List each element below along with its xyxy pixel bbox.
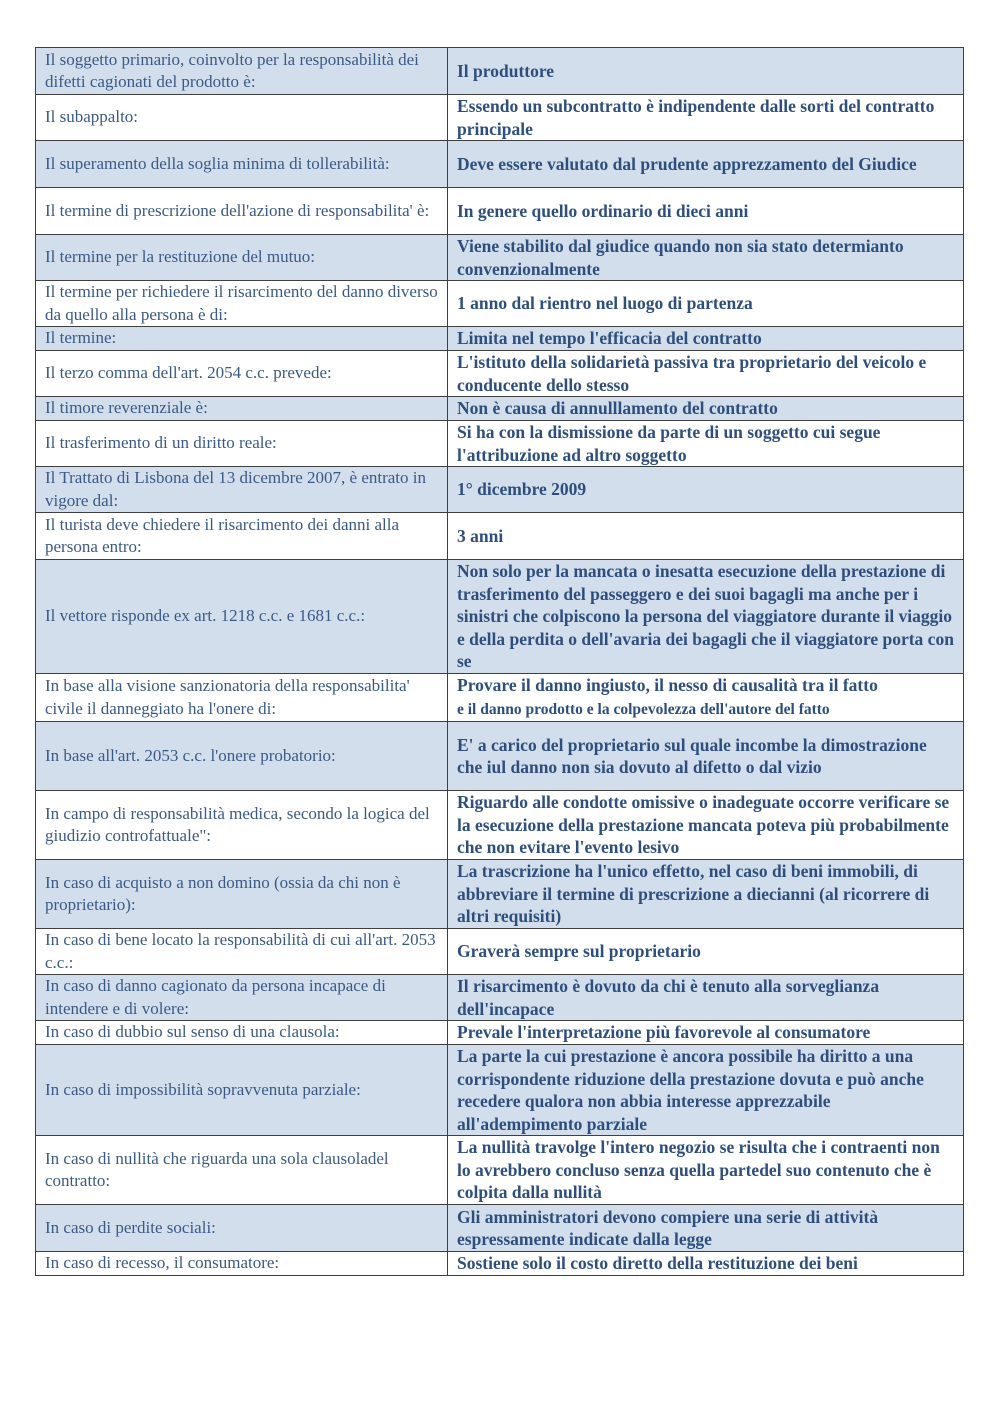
table-row: [36, 674, 964, 722]
question-cell: Il vettore risponde ex art. 1218 c.c. e 1681 c.c.:: [36, 560, 448, 674]
answer-line: Provare il danno ingiusto, il nesso di causalità tra il fatto: [457, 675, 878, 695]
table-row: [36, 188, 964, 235]
table-row: [36, 421, 964, 467]
answer-cell: Viene stabilito dal giudice quando non sia stato determianto convenzionalmente: [448, 235, 964, 281]
answer-cell: Prevale l'interpretazione più favorevole al consumatore: [448, 1021, 964, 1045]
table-row: [36, 397, 964, 421]
answer-cell: Il risarcimento è dovuto da chi è tenuto alla sorveglianza dell'incapace: [448, 975, 964, 1021]
question-cell: In caso di recesso, il consumatore:: [36, 1252, 448, 1276]
table-row: [36, 929, 964, 975]
answer-cell: E' a carico del proprietario sul quale incombe la dimostrazione che iul danno non sia dovuto al difetto o dal vizio: [448, 722, 964, 791]
question-cell: In campo di responsabilità medica, secondo la logica del giudizio controfattuale":: [36, 791, 448, 860]
answer-cell: 3 anni: [448, 513, 964, 560]
table-row: [36, 975, 964, 1021]
table-row: [36, 1205, 964, 1252]
answer-cell: La nullità travolge l'intero negozio se risulta che i contraenti non lo avrebbero concluso senza quella partedel suo contenuto che è colpita dalla nullità: [448, 1136, 964, 1205]
question-cell: In caso di danno cagionato da persona incapace di intendere e di volere:: [36, 975, 448, 1021]
question-cell: In caso di acquisto a non domino (ossia da chi non è proprietario):: [36, 860, 448, 929]
answer-cell: Gli amministratori devono compiere una serie di attività espressamente indicate dalla legge: [448, 1205, 964, 1252]
question-cell: Il turista deve chiedere il risarcimento dei danni alla persona entro:: [36, 513, 448, 560]
answer-cell: Riguardo alle condotte omissive o inadeguate occorre verificare se la esecuzione della prestazione mancata poteva più probabilmente che non evitare l'evento lesivo: [448, 791, 964, 860]
question-cell: Il Trattato di Lisbona del 13 dicembre 2007, è entrato in vigore dal:: [36, 467, 448, 513]
answer-cell: [448, 674, 964, 722]
question-cell: In caso di nullità che riguarda una sola clausoladel contratto:: [36, 1136, 448, 1205]
question-cell: Il subappalto:: [36, 95, 448, 141]
question-cell: In caso di perdite sociali:: [36, 1205, 448, 1252]
question-cell: Il termine:: [36, 327, 448, 351]
answer-cell: Limita nel tempo l'efficacia del contratto: [448, 327, 964, 351]
answer-cell: 1° dicembre 2009: [448, 467, 964, 513]
table-row: [36, 722, 964, 791]
answer-cell: La parte la cui prestazione è ancora possibile ha diritto a una corrispondente riduzione della prestazione dovuta e può anche recedere qualora non abbia interesse apprezzabile all'adempimento parziale: [448, 1045, 964, 1136]
table-row: [36, 860, 964, 929]
question-cell: Il timore reverenziale è:: [36, 397, 448, 421]
answer-cell: Essendo un subcontratto è indipendente dalle sorti del contratto principale: [448, 95, 964, 141]
table-row: [36, 791, 964, 860]
answer-cell: Il produttore: [448, 48, 964, 95]
table-row: [36, 560, 964, 674]
table-row: [36, 48, 964, 95]
answer-cell: Non è causa di annulllamento del contratto: [448, 397, 964, 421]
answer-cell: Graverà sempre sul proprietario: [448, 929, 964, 975]
table-row: [36, 141, 964, 188]
table-row: [36, 1021, 964, 1045]
question-cell: In caso di impossibilità sopravvenuta parziale:: [36, 1045, 448, 1136]
question-cell: Il soggetto primario, coinvolto per la responsabilità dei difetti cagionati del prodotto è:: [36, 48, 448, 95]
table-row: [36, 1252, 964, 1276]
table-row: [36, 281, 964, 327]
question-cell: Il termine per richiedere il risarcimento del danno diverso da quello alla persona è di:: [36, 281, 448, 327]
question-cell: In base alla visione sanzionatoria della responsabilita' civile il danneggiato ha l'onere di:: [36, 674, 448, 722]
answer-cell: Non solo per la mancata o inesatta esecuzione della prestazione di trasferimento del passeggero e dei suoi bagagli ma anche per i sinistri che colpiscono la persona del viaggiatore durante il viaggio e della perdita o dell'avaria dei bagagli che il viaggiatore porta con se: [448, 560, 964, 674]
table-row: [36, 1136, 964, 1205]
table-row: [36, 467, 964, 513]
table-row: [36, 1045, 964, 1136]
question-cell: Il termine di prescrizione dell'azione di responsabilita' è:: [36, 188, 448, 235]
answer-line: e il danno prodotto e la colpevolezza dell'autore del fatto: [457, 700, 830, 718]
question-cell: In base all'art. 2053 c.c. l'onere probatorio:: [36, 722, 448, 791]
answer-cell: L'istituto della solidarietà passiva tra proprietario del veicolo e conducente dello stesso: [448, 351, 964, 397]
answer-cell: La trascrizione ha l'unico effetto, nel caso di beni immobili, di abbreviare il termine di prescrizione a diecianni (al ricorrere di altri requisiti): [448, 860, 964, 929]
table-row: [36, 327, 964, 351]
table-row: [36, 351, 964, 397]
question-cell: Il terzo comma dell'art. 2054 c.c. prevede:: [36, 351, 448, 397]
question-cell: Il termine per la restituzione del mutuo:: [36, 235, 448, 281]
question-cell: In caso di bene locato la responsabilità di cui all'art. 2053 c.c.:: [36, 929, 448, 975]
question-cell: Il superamento della soglia minima di tollerabilità:: [36, 141, 448, 188]
question-cell: Il trasferimento di un diritto reale:: [36, 421, 448, 467]
qa-table: [35, 47, 964, 1276]
answer-cell: In genere quello ordinario di dieci anni: [448, 188, 964, 235]
table-row: [36, 235, 964, 281]
answer-cell: Sostiene solo il costo diretto della restituzione dei beni: [448, 1252, 964, 1276]
answer-cell: 1 anno dal rientro nel luogo di partenza: [448, 281, 964, 327]
question-cell: In caso di dubbio sul senso di una clausola:: [36, 1021, 448, 1045]
table-row: [36, 513, 964, 560]
table-row: [36, 95, 964, 141]
answer-cell: Si ha con la dismissione da parte di un soggetto cui segue l'attribuzione ad altro soggetto: [448, 421, 964, 467]
answer-cell: Deve essere valutato dal prudente apprezzamento del Giudice: [448, 141, 964, 188]
